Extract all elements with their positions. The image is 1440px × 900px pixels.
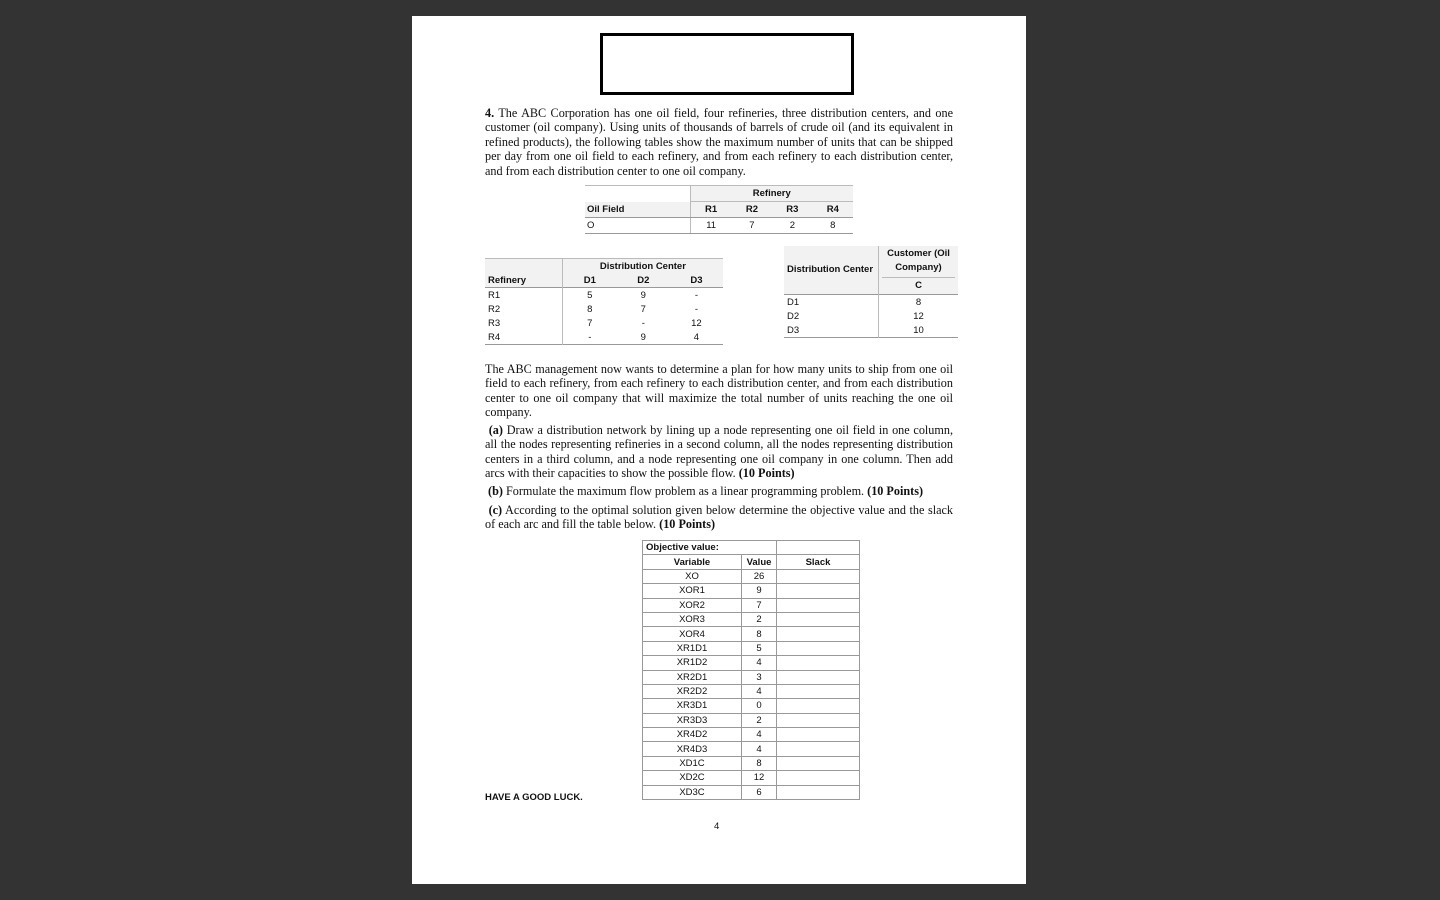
- variable-cell: XR4D3: [643, 742, 742, 756]
- objective-value-cell[interactable]: [777, 541, 860, 555]
- col-header: R4: [813, 202, 853, 218]
- variable-cell: XR3D3: [643, 713, 742, 727]
- oil-field-header: Oil Field: [585, 202, 690, 218]
- part-c-label: (c): [488, 503, 503, 517]
- slack-cell[interactable]: [777, 713, 860, 727]
- variable-cell: XR1D1: [643, 641, 742, 655]
- variable-cell: XD3C: [643, 785, 742, 799]
- good-luck-text: HAVE A GOOD LUCK.: [485, 792, 583, 803]
- cell: 9: [640, 289, 646, 301]
- table-row: [643, 684, 860, 698]
- cell: -: [694, 289, 699, 301]
- row-label: D1: [784, 295, 879, 310]
- slack-cell[interactable]: [777, 656, 860, 670]
- table-row: [643, 670, 860, 684]
- part-b-points: (10 Points): [867, 484, 923, 498]
- table-row: [643, 713, 860, 727]
- variable-cell: XR4D2: [643, 728, 742, 742]
- page-number: 4: [714, 821, 720, 832]
- solution-table-body: [643, 569, 860, 799]
- value-cell: 8: [742, 756, 777, 770]
- variable-cell: XOR1: [643, 584, 742, 598]
- value-cell: 2: [742, 713, 777, 727]
- document-page: [412, 16, 1026, 884]
- objective-value-label: Objective value:: [643, 541, 777, 555]
- cell: -: [694, 303, 699, 315]
- row-label: R1: [485, 288, 562, 303]
- table-row: [643, 771, 860, 785]
- part-b-text: Formulate the maximum flow problem as a linear programming problem.: [506, 484, 865, 498]
- value-cell: 7: [742, 598, 777, 612]
- cell: 8: [915, 296, 922, 308]
- question-4-intro-text: The ABC Corporation has one oil field, four refineries, three distribution centers, and one customer (oil company). Using units of thousands of barrels of crude oil (and its equivalent in refined products), the following tables show the maximum number of units that can be shipped per day from one oil field to each refinery, and from each refinery to each distribution center, and from each distribution center to one oil company.: [485, 106, 953, 178]
- solution-table: [642, 540, 860, 800]
- cell: 9: [640, 331, 646, 343]
- value-cell: 4: [742, 656, 777, 670]
- customer-header-text: Customer (Oil Company): [887, 248, 950, 273]
- refinery-distribution-table: [485, 258, 723, 345]
- cell: -: [641, 317, 645, 329]
- customer-header: [879, 246, 959, 295]
- slack-cell[interactable]: [777, 569, 860, 583]
- cell: 7: [732, 218, 772, 234]
- value-cell: 6: [742, 785, 777, 799]
- col-header: R2: [732, 202, 772, 218]
- value-cell: 3: [742, 670, 777, 684]
- cell: 12: [691, 317, 702, 329]
- table-row: [643, 584, 860, 598]
- value-cell: 8: [742, 627, 777, 641]
- col-header: R1: [690, 202, 732, 218]
- variable-cell: XD2C: [643, 771, 742, 785]
- value-cell: 9: [742, 584, 777, 598]
- table-row: [643, 742, 860, 756]
- table-row: [643, 569, 860, 583]
- cell: 4: [693, 331, 700, 343]
- variable-cell: XO: [643, 569, 742, 583]
- variable-header: Variable: [643, 555, 742, 569]
- part-a-text: Draw a distribution network by lining up a node representing one oil field in one column, all the nodes representing refineries in a second column, all the nodes representing distribution centers in a third column, and a node representing one oil company in one column. Then add arcs with their capacities to show the possible flow.: [485, 423, 954, 481]
- value-cell: 5: [742, 641, 777, 655]
- value-cell: 0: [742, 699, 777, 713]
- slack-cell[interactable]: [777, 641, 860, 655]
- distribution-customer-table: [784, 246, 958, 338]
- table-row: [643, 656, 860, 670]
- col-header: D3: [670, 273, 723, 288]
- slack-cell[interactable]: [777, 612, 860, 626]
- cell: 8: [813, 218, 853, 234]
- part-a: [485, 423, 953, 481]
- value-cell: 4: [742, 684, 777, 698]
- slack-cell[interactable]: [777, 728, 860, 742]
- slack-cell[interactable]: [777, 598, 860, 612]
- variable-cell: XR3D1: [643, 699, 742, 713]
- row-label: R3: [485, 316, 562, 330]
- question-4-intro: [485, 106, 953, 178]
- cell: 7: [587, 317, 593, 329]
- redacted-box: [600, 33, 854, 95]
- cell: 10: [913, 324, 924, 336]
- value-cell: 4: [742, 728, 777, 742]
- variable-cell: XR1D2: [643, 656, 742, 670]
- part-b-label: (b): [488, 484, 503, 498]
- variable-cell: XR2D2: [643, 684, 742, 698]
- refinery-header: Refinery: [485, 273, 562, 288]
- oilfield-refinery-table: [585, 185, 853, 234]
- slack-cell[interactable]: [777, 627, 860, 641]
- management-paragraph: The ABC management now wants to determine a plan for how many units to ship from one oil field to each refinery, from each refinery to each distribution center, and from each distribution center to one oil company that will maximize the total number of units reaching the one oil company.: [485, 362, 953, 420]
- cell: 2: [772, 218, 812, 234]
- cell: 11: [690, 218, 732, 234]
- slack-cell[interactable]: [777, 742, 860, 756]
- cell: 8: [587, 303, 593, 315]
- slack-cell[interactable]: [777, 670, 860, 684]
- table-row: [643, 612, 860, 626]
- slack-cell[interactable]: [777, 756, 860, 770]
- refinery-group-header: Refinery: [690, 186, 853, 202]
- col-header: R3: [772, 202, 812, 218]
- table-row: [643, 598, 860, 612]
- part-a-points: (10 Points): [738, 466, 795, 481]
- variable-cell: XD1C: [643, 756, 742, 770]
- value-cell: 12: [742, 771, 777, 785]
- part-b: [485, 484, 953, 498]
- distribution-center-header: Distribution Center: [784, 246, 879, 295]
- question-number: 4.: [485, 106, 495, 120]
- part-c: [485, 503, 953, 532]
- table-row: [643, 756, 860, 770]
- slack-cell[interactable]: [777, 699, 860, 713]
- part-c-points: (10 Points): [659, 517, 716, 532]
- table-row: [643, 785, 860, 799]
- customer-col-label: C: [882, 277, 955, 293]
- part-c-text: According to the optimal solution given below determine the objective value and the slack of each arc and fill the table below.: [485, 503, 954, 532]
- slack-cell[interactable]: [777, 785, 860, 799]
- cell: 12: [913, 310, 924, 322]
- table-row: [643, 699, 860, 713]
- variable-cell: XOR2: [643, 598, 742, 612]
- table-row: [643, 627, 860, 641]
- value-cell: 2: [742, 612, 777, 626]
- value-cell: 26: [742, 569, 777, 583]
- part-a-label: (a): [488, 423, 503, 437]
- col-header: D1: [562, 273, 617, 288]
- slack-cell[interactable]: [777, 584, 860, 598]
- table-row: [643, 728, 860, 742]
- distribution-group-header: Distribution Center: [562, 259, 723, 274]
- variable-cell: XOR4: [643, 627, 742, 641]
- slack-cell[interactable]: [777, 771, 860, 785]
- cell: -: [588, 331, 592, 343]
- row-label: D2: [784, 309, 879, 323]
- row-label: R2: [485, 302, 562, 316]
- cell: 5: [587, 289, 593, 301]
- variable-cell: XR2D1: [643, 670, 742, 684]
- row-label: O: [585, 218, 690, 234]
- row-label: R4: [485, 330, 562, 345]
- variable-cell: XOR3: [643, 612, 742, 626]
- value-cell: 4: [742, 742, 777, 756]
- value-header: Value: [742, 555, 777, 569]
- slack-header: Slack: [777, 555, 860, 569]
- table-row: [643, 641, 860, 655]
- slack-cell[interactable]: [777, 684, 860, 698]
- row-label: D3: [784, 323, 879, 338]
- col-header: D2: [617, 273, 670, 288]
- cell: 7: [640, 303, 646, 315]
